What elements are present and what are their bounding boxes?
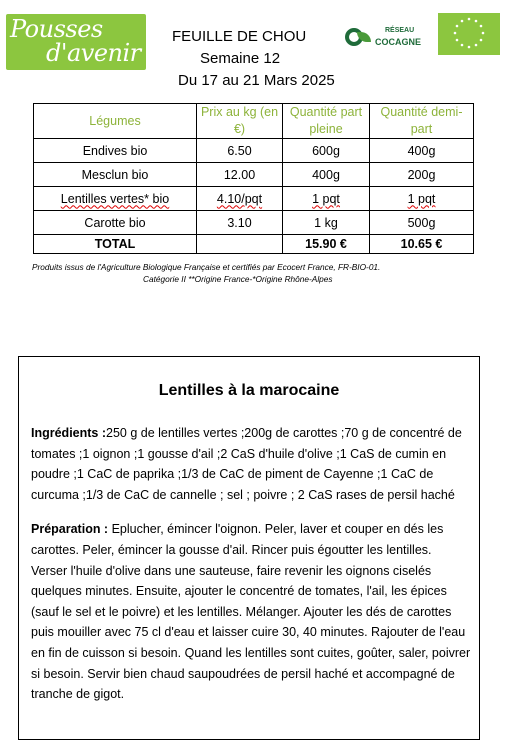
- total-full: 15.90 €: [283, 235, 370, 254]
- certification-footnote: [32, 261, 492, 285]
- cell-full: 600g: [283, 139, 370, 163]
- table-row: [34, 187, 474, 211]
- preparation-text: Eplucher, émincer l'oignon. Peler, laver et couper en dés les carottes. Peler, émincer la gousse d'ail. Rincer puis égoutter les lentilles. Verser l'huile d'olive dans une sauteuse, faire revenir les oignons ciselés quelques minutes. Ensuite, ajouter le concentré de tomates, l'ail, les épices (sauf le sel et le poivre) et les lentilles. Mélanger. Ajouter les dés de carottes puis mouiller avec 75 cl d'eau et laisser cuire 30, 40 minutes. Rajouter de l'eau en fin de cuisson si besoin. Quand les lentilles sont cuites, goûter, saler, poivrer si besoin. Servir bien chaud saupoudrées de persil haché et accompagné de tranche de gigot.: [31, 522, 471, 702]
- recipe-title: Lentilles à la marocaine: [158, 382, 340, 399]
- preparation-paragraph: [31, 519, 471, 704]
- cell-vegetable-text: Lentilles vertes* bio: [60, 191, 170, 206]
- header-half-share: [370, 104, 474, 139]
- header-price-text: Prix au kg (en €): [200, 105, 279, 136]
- cell-price: 12.00: [197, 163, 283, 187]
- reseau-cocagne-logo: [345, 26, 435, 52]
- cell-half: 500g: [370, 211, 474, 235]
- cocagne-big-text: COCAGNE: [375, 37, 422, 47]
- cell-vegetable: [34, 187, 197, 211]
- cocagne-small-text: RÉSEAU: [385, 27, 415, 34]
- cell-price-text: 4.10/pqt: [216, 191, 263, 206]
- cell-full: 400g: [283, 163, 370, 187]
- total-price: [197, 235, 283, 254]
- header-full-text: Quantité part pleine: [289, 105, 363, 136]
- cell-full: 1 kg: [283, 211, 370, 235]
- preparation-label: Préparation :: [31, 522, 109, 537]
- header-legumes: Légumes: [34, 104, 197, 139]
- table-row: [34, 163, 474, 187]
- page-title: FEUILLE DE CHOU: [172, 28, 307, 45]
- cell-price: 6.50: [197, 139, 283, 163]
- ingredients-text: 250 g de lentilles vertes ;200g de carottes ;70 g de concentré de tomates ;1 oignon ;1 gousse d'ail ;2 CaS d'huile d'olive ;1 CaS de cumin en poudre ;1 CaC de paprika ;1/3 de CaC de piment de Cayenne ;1 CaC de curcuma ;1/3 de CaC de cannelle ; sel ; poivre ; 2 CaS rases de persil haché: [31, 426, 462, 502]
- ingredients-paragraph: [31, 423, 471, 505]
- logo-text-line2: d'avenir: [46, 39, 141, 67]
- cell-price: [197, 187, 283, 211]
- vegetable-price-table: [33, 103, 474, 254]
- cell-vegetable: Mesclun bio: [34, 163, 197, 187]
- ingredients-label: Ingrédients :: [31, 426, 107, 440]
- pousses-davenir-logo: [6, 14, 146, 70]
- week-label: Semaine 12: [200, 50, 281, 67]
- total-label: TOTAL: [34, 235, 197, 254]
- cell-price: 3.10: [197, 211, 283, 235]
- footnote-line2: Catégorie II **Origine France-*Origine Rhône-Alpes: [143, 274, 333, 284]
- logo-text-line1: Pousses: [10, 15, 103, 43]
- cell-vegetable: Carotte bio: [34, 211, 197, 235]
- header-half-text: Quantité demi-part: [380, 105, 463, 136]
- footnote-line1: Produits issus de l'Agriculture Biologique Française et certifiés par Ecocert France, FR-BIO-01.: [32, 262, 381, 272]
- cell-vegetable: Endives bio: [34, 139, 197, 163]
- table-row: [34, 211, 474, 235]
- cell-half: [370, 187, 474, 211]
- table-row: [34, 139, 474, 163]
- cell-half-text: 1 pqt: [407, 191, 436, 206]
- cell-full-text: 1 pqt: [312, 191, 340, 206]
- total-row: [34, 235, 474, 254]
- eu-leaf-icon: [438, 13, 500, 55]
- header-full-share: [283, 104, 370, 139]
- cell-full: [283, 187, 370, 211]
- cell-half: 200g: [370, 163, 474, 187]
- header-price: [197, 104, 283, 139]
- cell-half: 400g: [370, 139, 474, 163]
- recipe-box: [18, 356, 480, 740]
- table-header-row: [34, 104, 474, 139]
- total-half: 10.65 €: [370, 235, 474, 254]
- eu-organic-leaf-logo: [438, 13, 500, 55]
- recipe-body: [31, 423, 471, 705]
- date-range: Du 17 au 21 Mars 2025: [178, 72, 335, 89]
